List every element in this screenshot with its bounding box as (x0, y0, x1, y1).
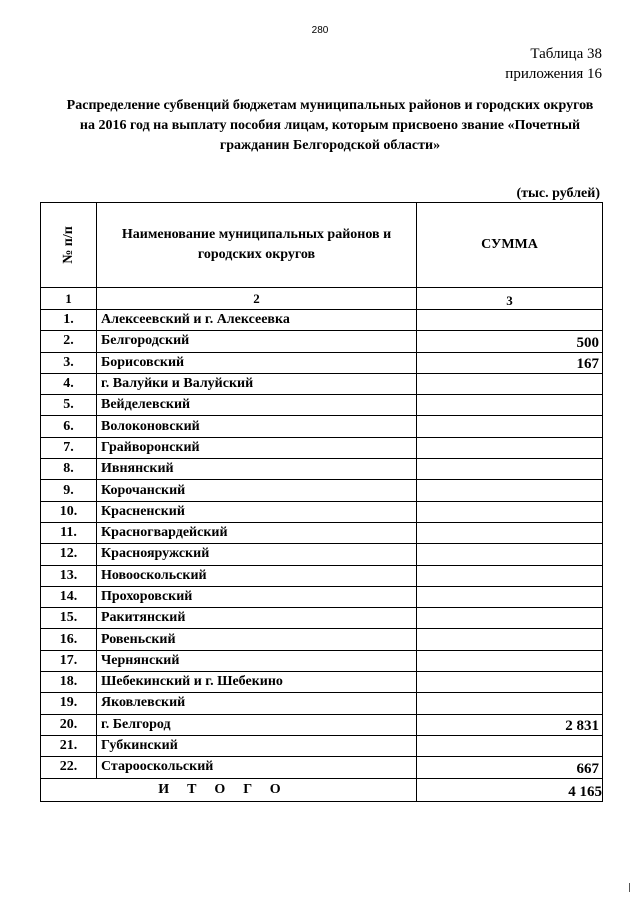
row-name: Корочанский (97, 480, 417, 501)
row-index: 9. (41, 480, 97, 501)
table-row (41, 693, 603, 714)
row-index: 2. (41, 331, 97, 352)
row-sum (417, 650, 603, 671)
row-name: Грайворонский (97, 437, 417, 458)
header-row (41, 203, 603, 288)
row-index: 18. (41, 672, 97, 693)
row-index: 22. (41, 757, 97, 778)
header-sum (417, 203, 603, 288)
row-index: 11. (41, 522, 97, 543)
row-sum (417, 437, 603, 458)
row-sum (417, 501, 603, 522)
row-sum: 667 (417, 757, 603, 778)
row-name: Яковлевский (97, 693, 417, 714)
table-row (41, 437, 603, 458)
row-name: Ровеньский (97, 629, 417, 650)
table-row (41, 416, 603, 437)
table-row (41, 331, 603, 352)
row-name: Белгородский (97, 331, 417, 352)
title-line-1: Распределение субвенций бюджетам муниципальных районов и городских округов (66, 98, 594, 113)
row-sum (417, 565, 603, 586)
row-index: 14. (41, 586, 97, 607)
row-sum (417, 544, 603, 565)
header-sum-label: СУММА (481, 237, 538, 252)
title-line-2: на 2016 год на выплату пособия лицам, которым присвоено звание «Почетный (79, 118, 581, 133)
table-row (41, 672, 603, 693)
row-index: 10. (41, 501, 97, 522)
table-row (41, 757, 603, 778)
table-row (41, 565, 603, 586)
total-label: ИТОГО (41, 778, 417, 801)
row-name: Чернянский (97, 650, 417, 671)
table-row (41, 310, 603, 331)
row-index: 3. (41, 352, 97, 373)
row-index: 15. (41, 608, 97, 629)
table-row (41, 522, 603, 543)
row-sum (417, 416, 603, 437)
table-row (41, 735, 603, 756)
table-row (41, 352, 603, 373)
row-name: Прохоровский (97, 586, 417, 607)
row-index: 21. (41, 735, 97, 756)
table-row (41, 501, 603, 522)
header-name-label: Наименование муниципальных районов и городских округов (121, 227, 392, 262)
row-sum (417, 373, 603, 394)
table-row (41, 714, 603, 735)
row-name: Краснояружский (97, 544, 417, 565)
row-index: 7. (41, 437, 97, 458)
row-name: Красногвардейский (97, 522, 417, 543)
document-title (55, 96, 605, 156)
table-row (41, 650, 603, 671)
table-row (41, 608, 603, 629)
row-name: Красненский (97, 501, 417, 522)
table-row (41, 395, 603, 416)
row-index: 19. (41, 693, 97, 714)
table-row (41, 586, 603, 607)
row-index: 8. (41, 459, 97, 480)
table-row (41, 480, 603, 501)
row-index: 6. (41, 416, 97, 437)
appendix-number: приложения 16 (505, 66, 602, 82)
table-number: Таблица 38 (530, 46, 602, 62)
table-row (41, 459, 603, 480)
row-name: г. Белгород (97, 714, 417, 735)
total-sum: 4 165 (417, 778, 603, 801)
row-sum (417, 672, 603, 693)
row-name: Ракитянский (97, 608, 417, 629)
row-sum (417, 395, 603, 416)
row-index: 16. (41, 629, 97, 650)
row-name: Борисовский (97, 352, 417, 373)
table-row (41, 373, 603, 394)
row-sum (417, 310, 603, 331)
row-sum (417, 459, 603, 480)
subvention-table (40, 202, 603, 802)
row-sum (417, 608, 603, 629)
row-sum (417, 480, 603, 501)
table-row (41, 629, 603, 650)
row-sum (417, 735, 603, 756)
table-reference (505, 44, 602, 84)
row-index: 1. (41, 310, 97, 331)
row-sum: 2 831 (417, 714, 603, 735)
title-line-3: гражданин Белгородской области» (219, 138, 441, 153)
row-sum (417, 629, 603, 650)
header-name (97, 203, 417, 288)
row-index: 4. (41, 373, 97, 394)
row-index: 5. (41, 395, 97, 416)
units-note: (тыс. рублей) (516, 186, 600, 201)
row-name: Вейделевский (97, 395, 417, 416)
row-sum (417, 586, 603, 607)
table-body (41, 310, 603, 779)
row-sum: 167 (417, 352, 603, 373)
row-index: 17. (41, 650, 97, 671)
row-name: Алексеевский и г. Алексеевка (97, 310, 417, 331)
row-index: 13. (41, 565, 97, 586)
column-number-row (41, 288, 603, 310)
page-number: 280 (311, 25, 329, 36)
row-name: Старооскольский (97, 757, 417, 778)
table-row (41, 544, 603, 565)
column-number: 1 (41, 288, 97, 310)
row-sum (417, 522, 603, 543)
row-sum: 500 (417, 331, 603, 352)
row-name: Губкинский (97, 735, 417, 756)
row-name: г. Валуйки и Валуйский (97, 373, 417, 394)
total-row (41, 778, 603, 801)
row-name: Волоконовский (97, 416, 417, 437)
row-name: Шебекинский и г. Шебекино (97, 672, 417, 693)
column-number: 2 (97, 288, 417, 310)
row-name: Ивнянский (97, 459, 417, 480)
scan-edge-mark (629, 883, 630, 892)
row-index: 12. (41, 544, 97, 565)
column-number: 3 (417, 288, 603, 310)
row-index: 20. (41, 714, 97, 735)
header-index (41, 203, 97, 288)
header-index-label: № п/п (60, 226, 76, 264)
row-name: Новооскольский (97, 565, 417, 586)
row-sum (417, 693, 603, 714)
